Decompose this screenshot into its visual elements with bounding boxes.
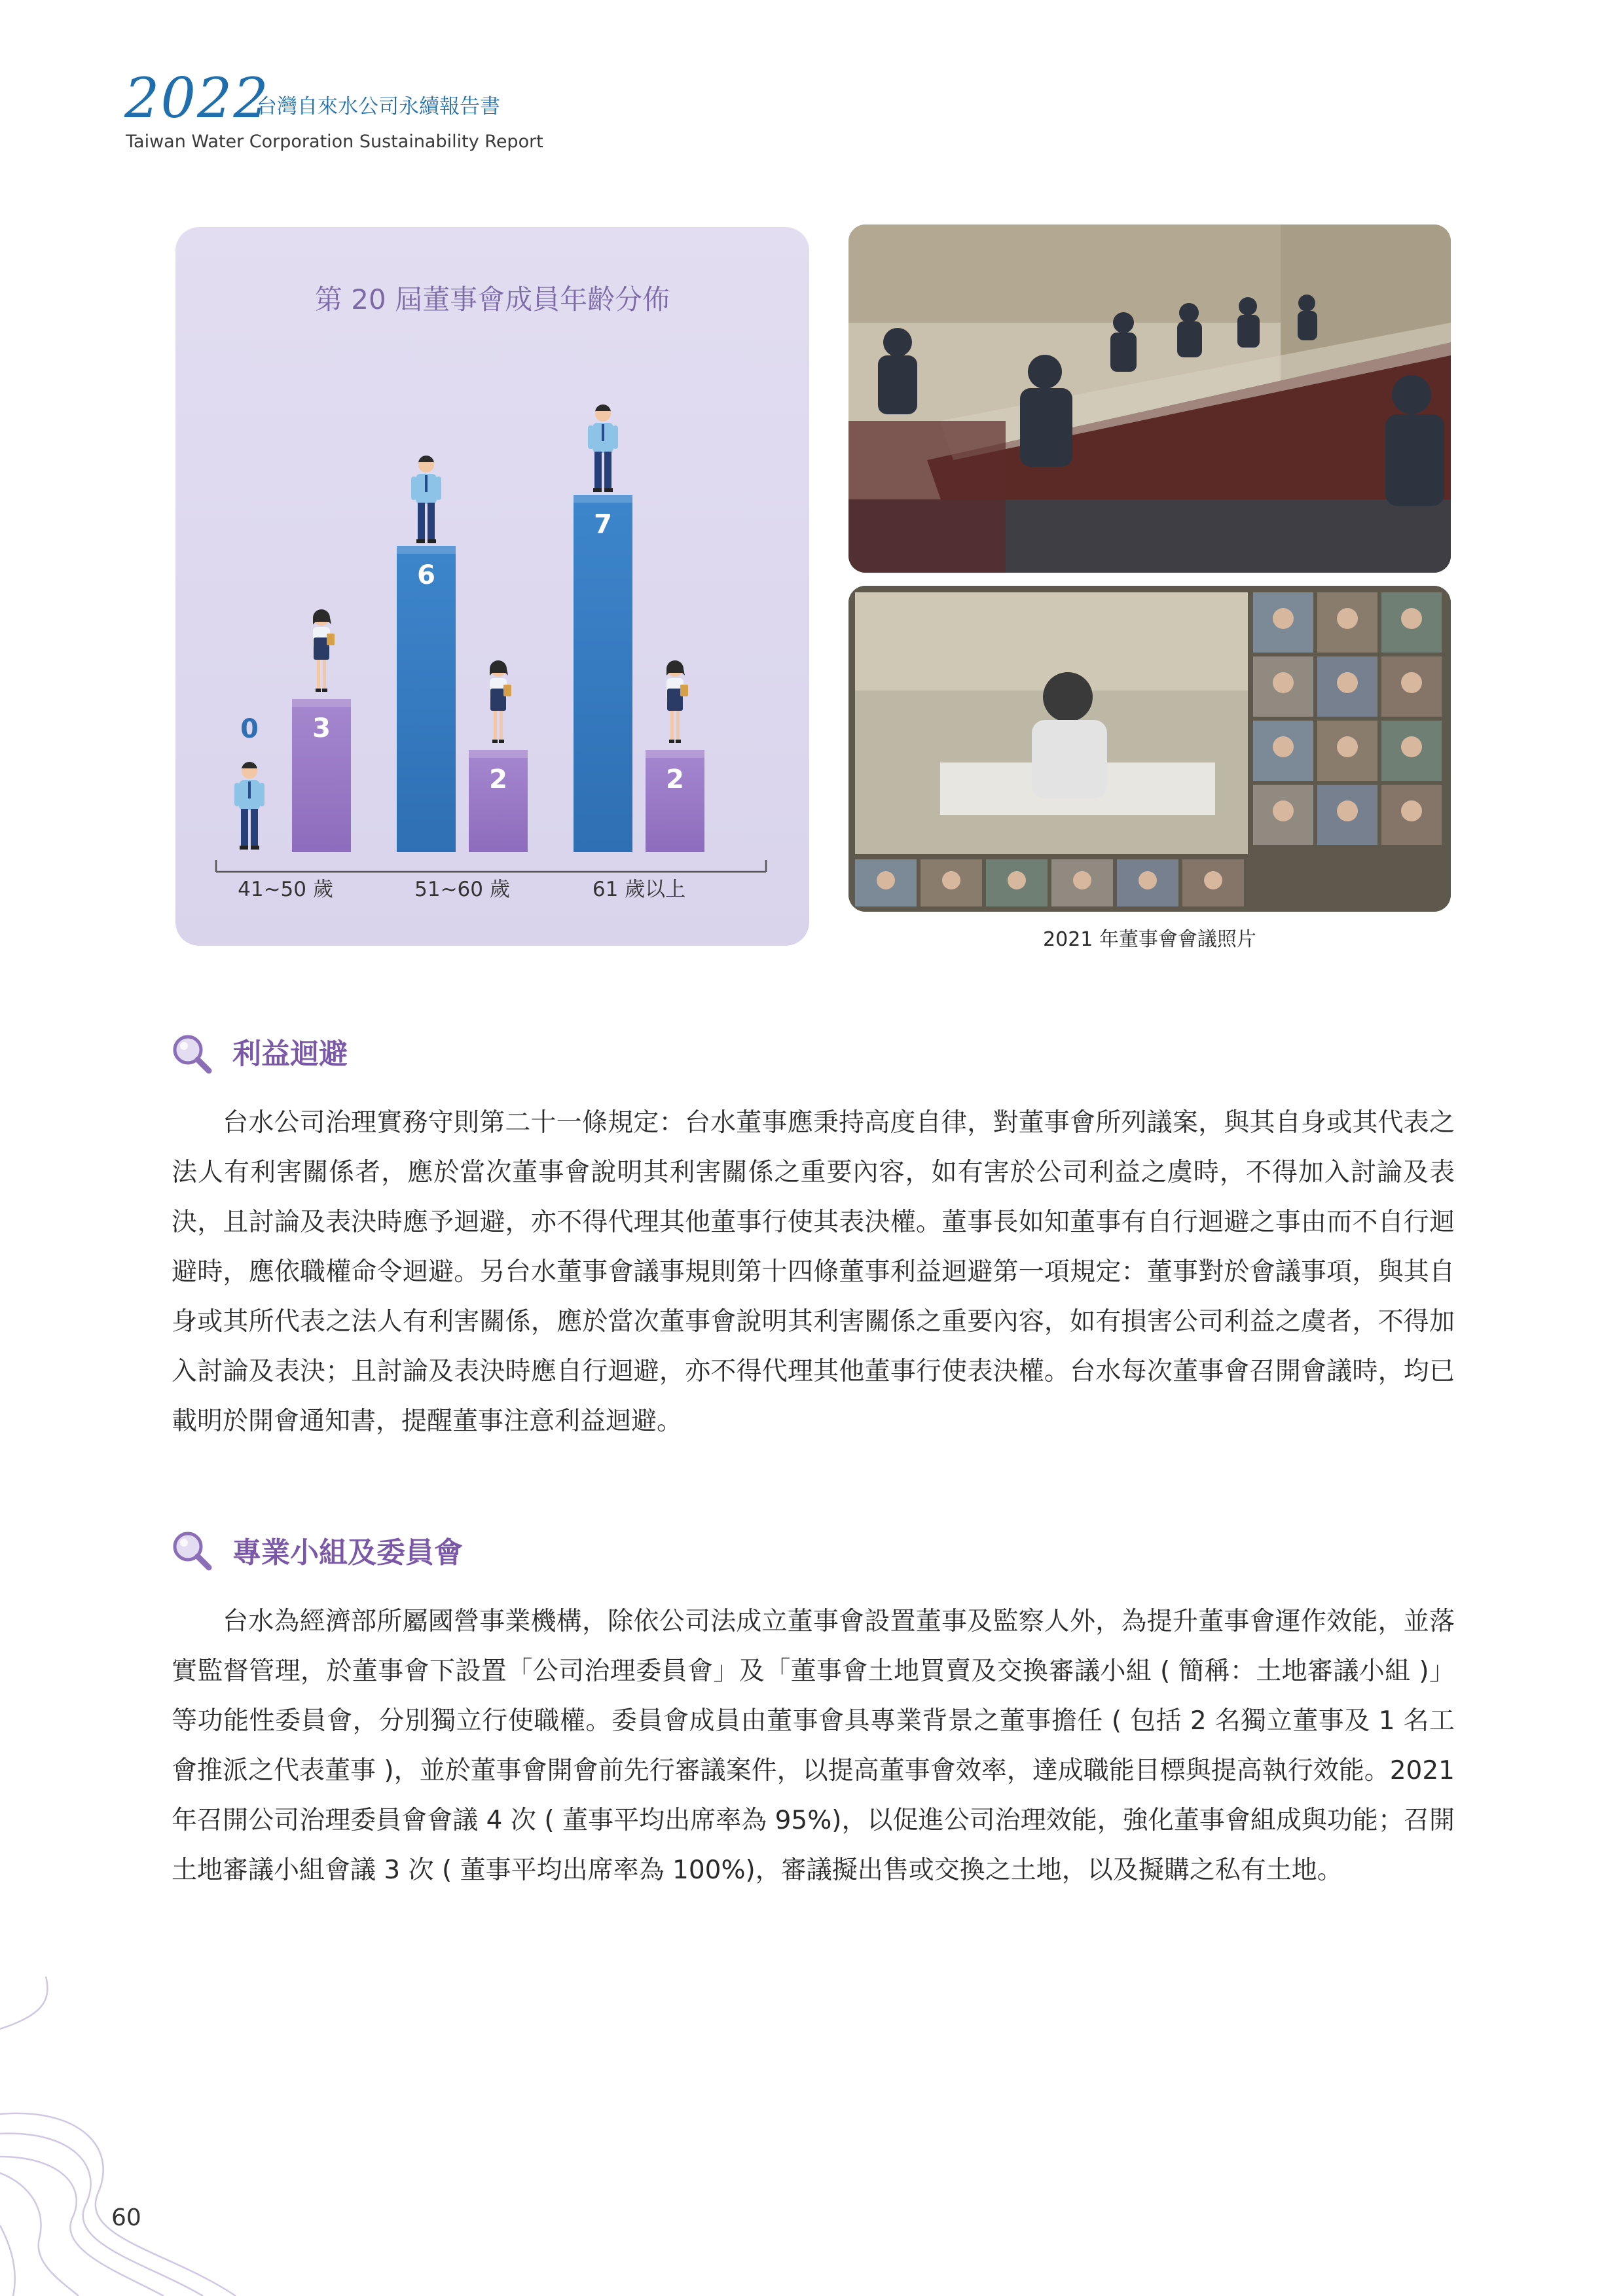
decorative-wave-lines (0, 1977, 275, 2296)
bar-value-label-1-1: 2 (489, 764, 507, 795)
paragraph-text: 台水公司治理實務守則第二十一條規定：台水董事應秉持高度自律，對董事會所列議案，與其自身或其代表之法人有利害關係者，應於當次董事會說明其利害關係之重要內容，如有害於公司利益之虞時，不得加入討論及表決，且討論及表決時應予迴避，亦不得代理其他董事行使其表決權。董事長如知董事有自行迴避之事由而不自行迴避時，應依職權命令迴避。另台水董事會議事規則第十四條董事利益迴避第一項規定：董事對於會議事項，與其自身或其所代表之法人有利害關係，應於當次董事會說明其利害關係之重要內容，如有損害公司利益之虞者，不得加入討論及表決；且討論及表決時應自行迴避，亦不得代理其他董事行使表決權。台水每次董事會召開會議時，均已載明於開會通知書，提醒董事注意利益迴避。 (172, 1108, 1455, 1436)
male-figure-icon (411, 456, 441, 543)
female-figure-icon (313, 609, 335, 692)
age-distribution-chart (175, 227, 809, 946)
report-year: 2022 (124, 66, 270, 130)
bar-cap-2-1 (646, 750, 704, 758)
bar-cap-0-1 (292, 699, 351, 707)
bar-value-label-2-0: 7 (594, 509, 612, 539)
bar-value-label-1-0: 6 (417, 560, 435, 590)
page-number: 60 (111, 2204, 141, 2231)
female-figure-icon (490, 660, 511, 743)
magnifier-icon (172, 1033, 212, 1074)
age-distribution-chart-card (175, 227, 809, 946)
bar-cap-2-0 (574, 495, 632, 503)
male-figure-icon (588, 404, 618, 492)
bar-cap-1-1 (469, 750, 528, 758)
section-paragraph-conflict-of-interest (172, 1098, 1455, 1446)
x-tick-label-2: 61 歲以上 (592, 878, 686, 901)
x-tick-label-0: 41~50 歲 (238, 878, 333, 901)
chart-title: 第 20 屆董事會成員年齡分佈 (314, 283, 670, 315)
bar-cap-1-0 (397, 546, 456, 554)
male-figure-icon (234, 762, 264, 850)
board-meeting-photo-1 (848, 224, 1451, 573)
report-title-en: Taiwan Water Corporation Sustainability Report (126, 132, 543, 152)
bar-value-label-2-1: 2 (666, 764, 684, 795)
x-tick-label-1: 51~60 歲 (414, 878, 510, 901)
bar-2-0 (574, 495, 632, 852)
section-title-conflict-of-interest: 利益迴避 (232, 1037, 348, 1071)
bar-value-label-0-1: 3 (312, 713, 331, 744)
bar-1-0 (397, 546, 456, 852)
section-title-committees: 專業小組及委員會 (232, 1536, 463, 1570)
report-title-cn: 台灣自來水公司永續報告書 (257, 95, 500, 118)
board-meeting-photo-2 (848, 586, 1451, 912)
female-figure-icon (666, 660, 688, 743)
magnifier-icon (172, 1530, 212, 1571)
bar-value-label-0-0: 0 (240, 714, 259, 744)
paragraph-text: 台水為經濟部所屬國營事業機構，除依公司法成立董事會設置董事及監察人外，為提升董事會運作效能，並落實監督管理，於董事會下設置「公司治理委員會」及「董事會土地買賣及交換審議小組 ( 簡稱：土地審議小組 )」等功能性委員會，分別獨立行使職權。委員會成員由董事會具專業背景之董事擔任 ( 包括 2 名獨立董事及 1 名工會推派之代表董事 )，並於董事會開會前先行審議案件，以提高董事會效率，達成職能目標與提高執行效能。2021 年召開公司治理委員會會議 4 次 ( 董事平均出席率為 95%)，以促進公司治理效能，強化董事會組成與功能；召開土地審議小組會議 3 次 ( 董事平均出席率為 100%)，審議擬出售或交換之土地，以及擬購之私有土地。 (172, 1607, 1455, 1885)
section-paragraph-committees (172, 1597, 1455, 1895)
photo-caption: 2021 年董事會會議照片 (1043, 928, 1256, 951)
